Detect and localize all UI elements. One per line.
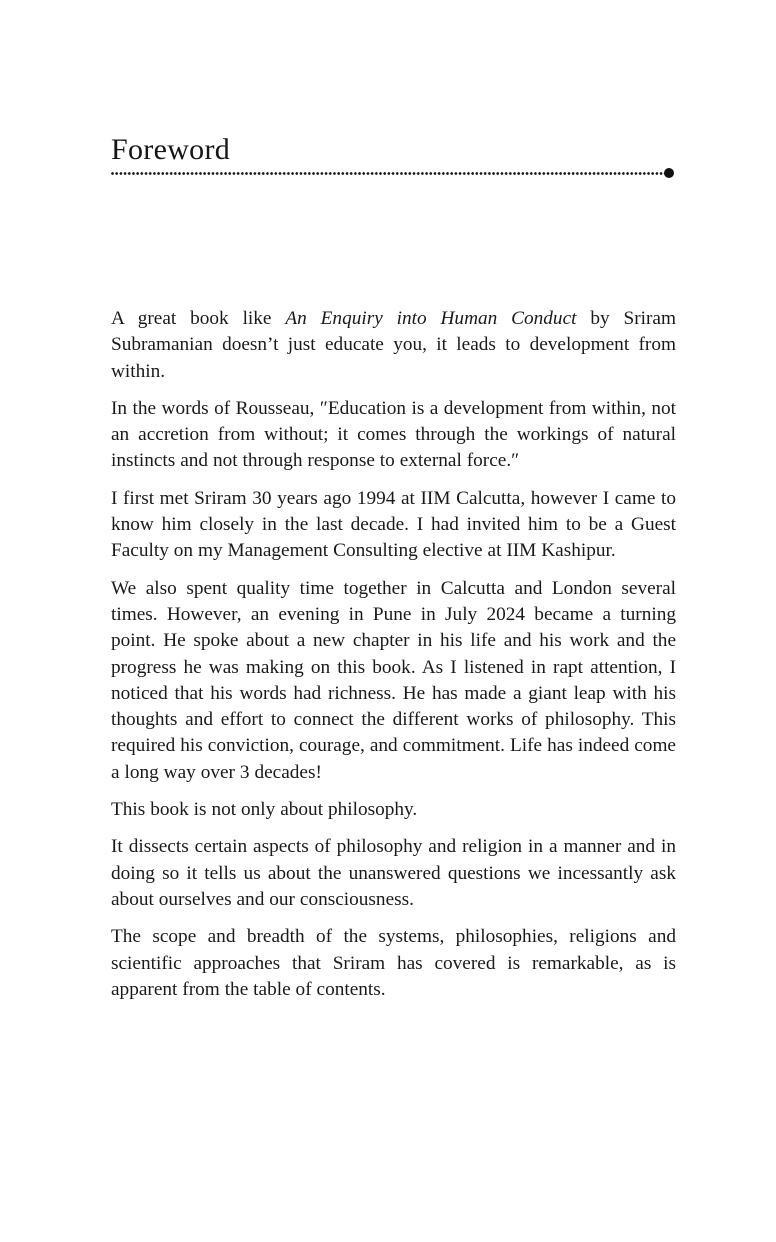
body-paragraph: A great book like An Enquiry into Human Conduct by Sriram Subramanian doesn’t just educate you, it leads to development from within. [111, 308, 676, 382]
body-paragraph: It dissects certain aspects of philosophy and religion in a manner and in doing so it tells us about the unanswered questions we incessantly ask about ourselves and our consciousness. [111, 836, 676, 910]
body-paragraph: This book is not only about philosophy. [111, 799, 418, 821]
chapter-heading-block [111, 133, 676, 180]
heading-rule [111, 168, 676, 180]
book-title-italic: An Enquiry into Human Conduct [285, 308, 577, 329]
body-paragraph: In the words of Rousseau, ″Education is a development from within, not an accretion from without; it comes through the workings of natural instincts and not through response to external force.″ [111, 397, 676, 472]
body-paragraph: I first met Sriram 30 years ago 1994 at IIM Calcutta, however I came to know him closely in the last decade. I had invited him to be a Guest Faculty on my Management Consulting elective at IIM Kashipur. [111, 487, 676, 562]
body-paragraph: The scope and breadth of the systems, philosophies, religions and scientific approaches that Sriram has covered is remarkable, as is apparent from the table of contents. [111, 926, 676, 1000]
rule-end-dot-icon [664, 168, 674, 178]
foreword-body [111, 306, 676, 1003]
dotted-rule-line [111, 172, 668, 175]
body-paragraph: We also spent quality time together in Calcutta and London several times. However, an evening in Pune in July 2024 became a turning point. He spoke about a new chapter in his life and his work and the progress he was making on this book. As I listened in rapt attention, I noticed that his words had richness. He has made a giant leap with his thoughts and effort to connect the different works of philosophy. This required his conviction, courage, and commitment. Life has indeed come a long way over 3 decades! [111, 577, 676, 783]
page-title: Foreword [111, 133, 231, 166]
